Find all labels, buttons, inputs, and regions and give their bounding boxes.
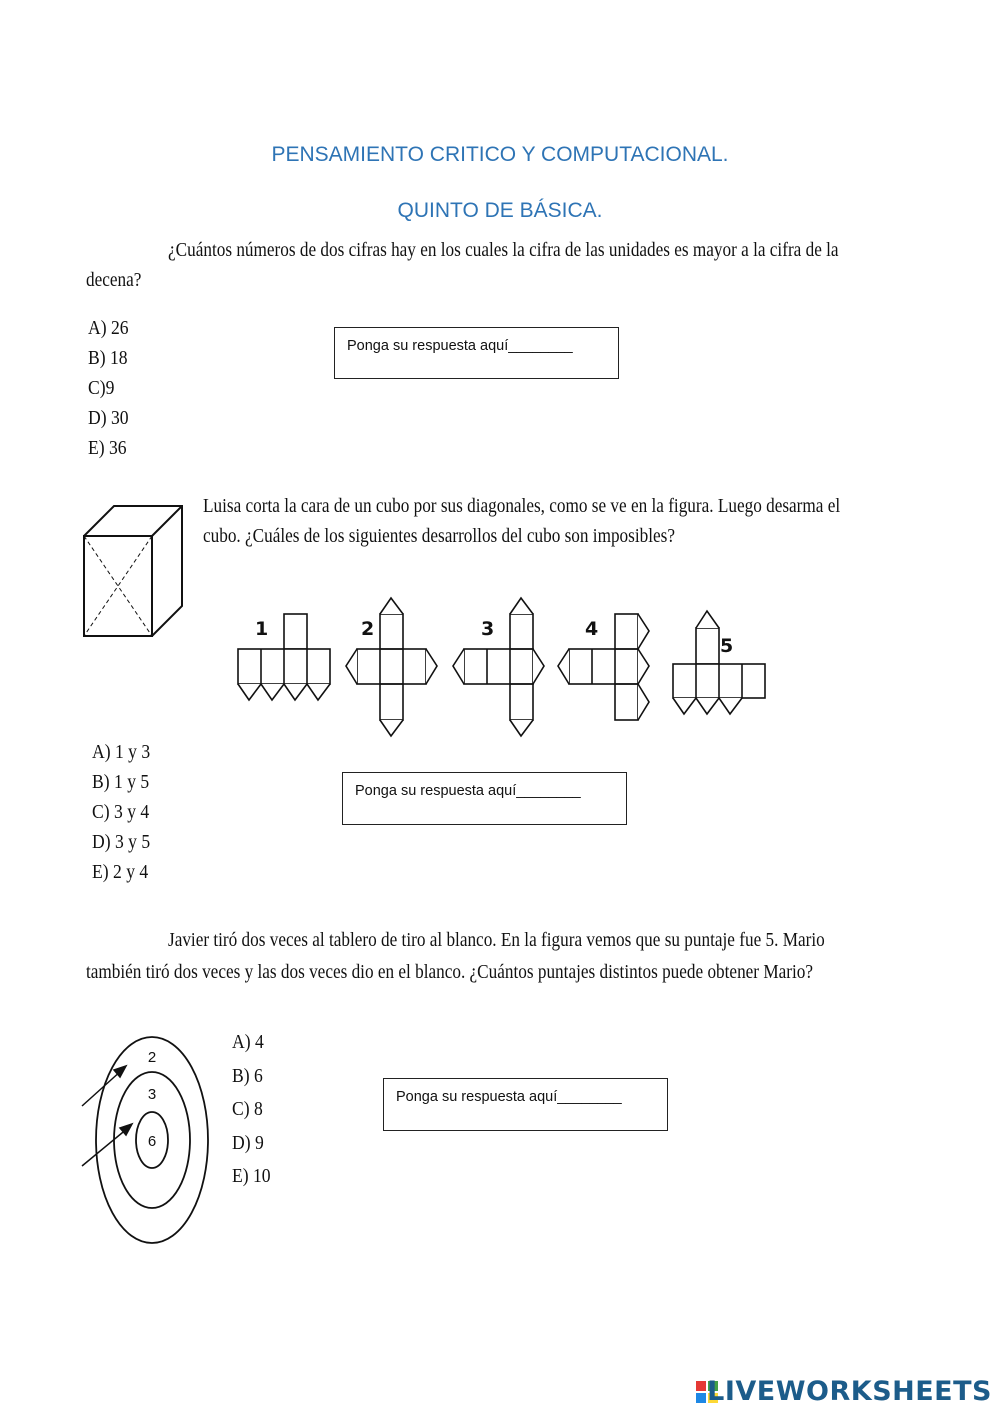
q1-option: B) 18 bbox=[88, 347, 128, 369]
q1-option: A) 26 bbox=[88, 317, 129, 339]
q1-text-line2: decena? bbox=[86, 269, 142, 291]
q3-option: D) 9 bbox=[232, 1131, 264, 1154]
q2-option: A) 1 y 3 bbox=[92, 741, 151, 763]
q2-option: D) 3 y 5 bbox=[92, 831, 151, 853]
page-subtitle: QUINTO DE BÁSICA. bbox=[397, 199, 603, 222]
q3-option: C) 8 bbox=[232, 1098, 263, 1120]
net-label: 1 bbox=[255, 618, 269, 640]
brand-name[interactable]: LIVEWORKSHEETS bbox=[707, 1376, 992, 1407]
q1-option: C)9 bbox=[88, 377, 115, 399]
q2-text-line2: cubo. ¿Cuáles de los siguientes desarrollos del cubo son imposibles? bbox=[203, 525, 675, 547]
q3-text-line2: también tiró dos veces y las dos veces dio en el blanco. ¿Cuántos puntajes distintos puede obtener Mario? bbox=[86, 961, 813, 983]
q1-option: E) 36 bbox=[88, 437, 127, 459]
q2-text-line1: Luisa corta la cara de un cubo por sus diagonales, como se ve en la figura. Luego desarma el bbox=[203, 495, 841, 517]
q2-option: C) 3 y 4 bbox=[92, 801, 150, 823]
q1-option: D) 30 bbox=[88, 407, 129, 429]
q1-answer-input[interactable]: Ponga su respuesta aquí________ bbox=[334, 327, 619, 379]
q3-options bbox=[232, 1026, 276, 1194]
net-label: 3 bbox=[481, 618, 495, 640]
q3-option: E) 10 bbox=[232, 1165, 271, 1187]
target-rings bbox=[78, 1030, 218, 1240]
q2-option: B) 1 y 5 bbox=[92, 771, 150, 793]
cube-nets bbox=[230, 590, 790, 740]
net-label: 5 bbox=[720, 635, 734, 657]
cube-figure bbox=[80, 500, 190, 640]
q2-options bbox=[92, 737, 158, 887]
q3-option: B) 6 bbox=[232, 1064, 263, 1087]
q3-option: A) 4 bbox=[232, 1031, 264, 1053]
net-5 bbox=[673, 611, 765, 714]
net-3 bbox=[453, 598, 544, 736]
target-center-label: 6 bbox=[147, 1133, 157, 1150]
q1-text-line1: ¿Cuántos números de dos cifras hay en los cuales la cifra de las unidades es mayor a la cifra de la bbox=[168, 239, 839, 261]
net-4 bbox=[558, 614, 649, 720]
net-label: 2 bbox=[361, 618, 375, 640]
net-1 bbox=[238, 614, 330, 700]
q1-options bbox=[88, 313, 134, 463]
net-label: 4 bbox=[585, 618, 599, 640]
q3-text-line1: Javier tiró dos veces al tablero de tiro al blanco. En la figura vemos que su puntaje fue 5. Mario bbox=[168, 929, 825, 951]
net-2 bbox=[346, 598, 437, 736]
q2-answer-input[interactable]: Ponga su respuesta aquí________ bbox=[342, 772, 627, 825]
q3-answer-input[interactable]: Ponga su respuesta aquí________ bbox=[383, 1078, 668, 1131]
target-ring-label: 3 bbox=[147, 1086, 157, 1103]
target-ring-label: 2 bbox=[147, 1049, 157, 1066]
page-title: PENSAMIENTO CRITICO Y COMPUTACIONAL. bbox=[271, 143, 729, 166]
q2-option: E) 2 y 4 bbox=[92, 861, 149, 883]
